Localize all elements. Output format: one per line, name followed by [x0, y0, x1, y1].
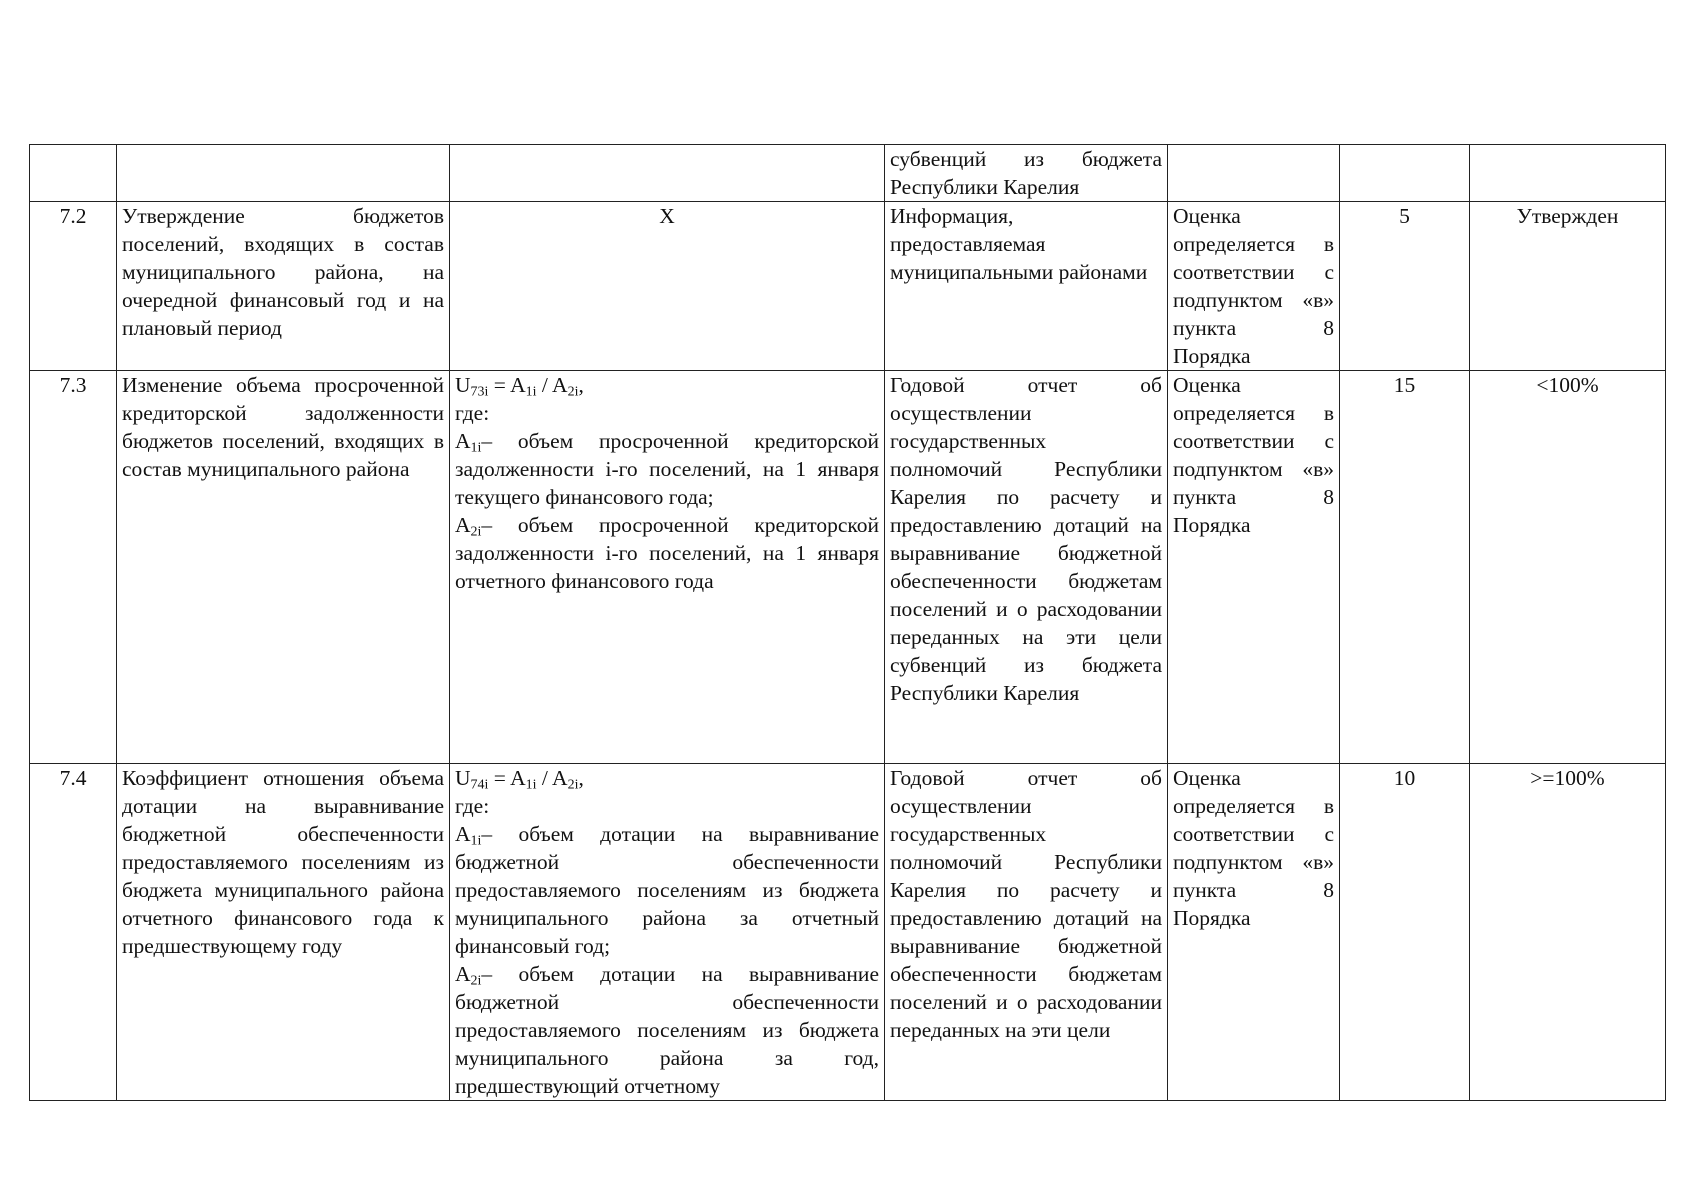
indicator-formula: Х	[450, 202, 885, 371]
indicator-weight: 5	[1340, 202, 1470, 371]
indicators-table	[29, 144, 1666, 1101]
row-number: 7.2	[30, 202, 117, 371]
indicator-weight	[1340, 145, 1470, 202]
indicator-name: Изменение объема просроченной кредиторской задолженности бюджетов поселений, входящих в состав муниципального района	[117, 371, 450, 764]
table-row	[30, 145, 1666, 202]
indicator-weight: 15	[1340, 371, 1470, 764]
row-number	[30, 145, 117, 202]
evaluation-method	[1168, 145, 1340, 202]
formula-expression: $U_{74i} = A_{1i} / A_{2i}$,	[455, 766, 584, 793]
indicator-name	[117, 145, 450, 202]
evaluation-method: Оценка определяется в соответствии с подпунктом «в» пункта 8 Порядка	[1168, 371, 1340, 764]
data-source: Годовой отчет об осуществлении государственных полномочий Республики Карелия по расчету и предоставлению дотаций на выравнивание бюджетной обеспеченности бюджетам поселений и о расходовании переданных на эти цели субвенций из бюджета Республики Карелия	[885, 371, 1168, 764]
table-row	[30, 371, 1666, 764]
formula-variable-a1: $A_{1i}-$ объем дотации на выравнивание бюджетной обеспеченности предоставляемого поселениям из бюджета муниципального района за отчетный финансовый год;	[455, 822, 879, 958]
formula-where-label: где:	[455, 401, 490, 425]
formula-expression: $U_{73i} = A_{1i} / A_{2i}$,	[455, 373, 584, 400]
formula-variable-a1: $A_{1i}-$ объем просроченной кредиторской задолженности i-го поселений, на 1 января текущего финансового года;	[455, 429, 879, 509]
indicator-weight: 10	[1340, 764, 1470, 1101]
formula-where-label: где:	[455, 794, 490, 818]
evaluation-method: Оценка определяется в соответствии с подпунктом «в» пункта 8 Порядка	[1168, 202, 1340, 371]
data-source: Информация, предоставляемая муниципальными районами	[885, 202, 1168, 371]
row-number: 7.3	[30, 371, 117, 764]
table-row	[30, 202, 1666, 371]
indicator-name: Коэффициент отношения объема дотации на выравнивание бюджетной обеспеченности предоставляемого поселениям из бюджета муниципального района отчетного финансового года к предшествующему году	[117, 764, 450, 1101]
target-value: <100%	[1470, 371, 1666, 764]
formula-variable-a2: $A_{2i}-$ объем просроченной кредиторской задолженности i-го поселений, на 1 января отчетного финансового года	[455, 513, 879, 593]
indicator-formula	[450, 145, 885, 202]
indicator-formula	[450, 764, 885, 1101]
indicator-name: Утверждение бюджетов поселений, входящих в состав муниципального района, на очередной финансовый год и на плановый период	[117, 202, 450, 371]
row-number: 7.4	[30, 764, 117, 1101]
target-value: Утвержден	[1470, 202, 1666, 371]
table-row	[30, 764, 1666, 1101]
target-value: >=100%	[1470, 764, 1666, 1101]
data-source: Годовой отчет об осуществлении государственных полномочий Республики Карелия по расчету и предоставлению дотаций на выравнивание бюджетной обеспеченности бюджетам поселений и о расходовании переданных на эти цели	[885, 764, 1168, 1101]
evaluation-method: Оценка определяется в соответствии с подпунктом «в» пункта 8 Порядка	[1168, 764, 1340, 1101]
formula-variable-a2: $A_{2i}-$ объем дотации на выравнивание бюджетной обеспеченности предоставляемого поселениям из бюджета муниципального района за год, предшествующий отчетному	[455, 962, 879, 1098]
indicator-formula	[450, 371, 885, 764]
target-value	[1470, 145, 1666, 202]
data-source: субвенций из бюджета Республики Карелия	[885, 145, 1168, 202]
